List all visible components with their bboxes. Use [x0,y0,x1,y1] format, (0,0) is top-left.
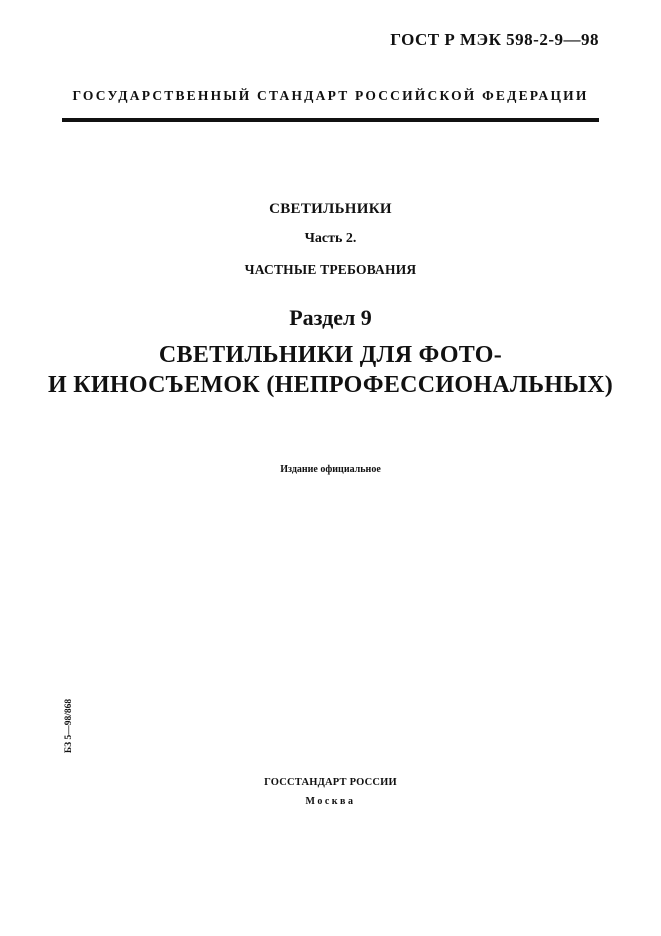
section-heading-line-1: СВЕТИЛЬНИКИ ДЛЯ ФОТО- [158,342,503,368]
publisher-city: Москва [305,796,356,807]
document-title: СВЕТИЛЬНИКИ [269,201,392,217]
edition-note: Издание официальное [280,464,381,475]
requirements-label: ЧАСТНЫЕ ТРЕБОВАНИЯ [244,262,417,277]
section-label: Раздел 9 [289,305,372,330]
header-rule [62,118,599,122]
organization-title: ГОСУДАРСТВЕННЫЙ СТАНДАРТ РОССИЙСКОЙ ФЕДЕРАЦИИ [72,88,589,103]
publisher: ГОССТАНДАРТ РОССИИ [264,777,397,788]
section-heading-line-2: И КИНОСЪЕМОК (НЕПРОФЕССИОНАЛЬНЫХ) [47,372,614,398]
side-catalog-code: БЗ 5—98/868 [64,698,74,754]
part-label: Часть 2. [304,231,357,246]
standard-code: ГОСТ Р МЭК 598-2-9—98 [390,30,599,49]
